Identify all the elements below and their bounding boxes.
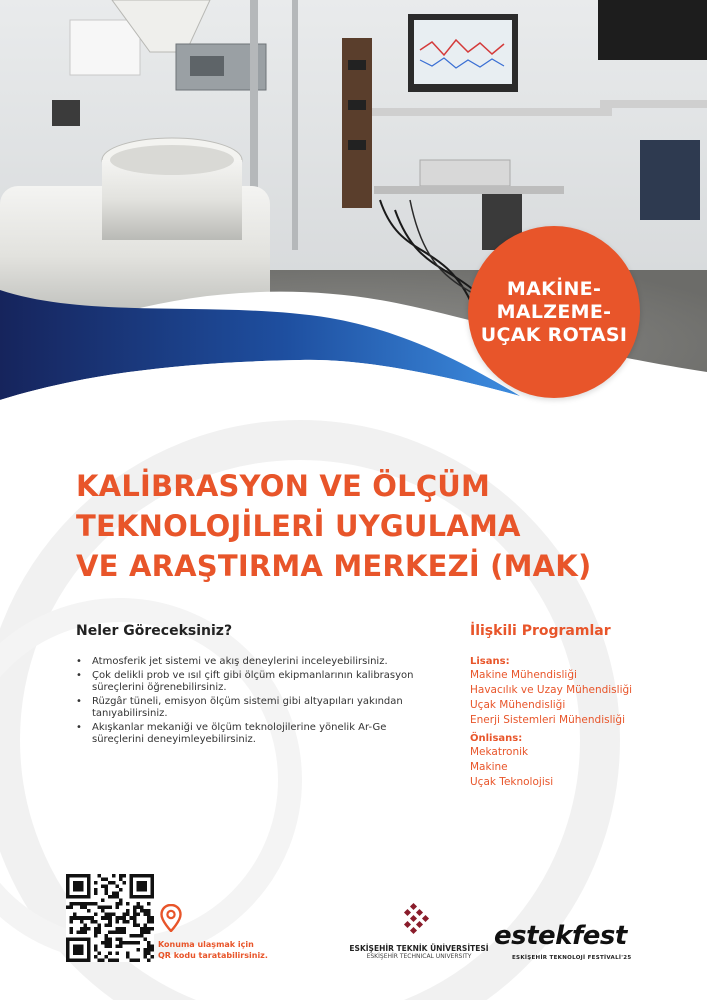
- location-caption: [158, 939, 268, 961]
- programs-list: [470, 655, 690, 790]
- list-item: • Akışkanlar mekaniği ve ölçüm teknolojilerine yönelik Ar-Ge süreçlerini deneyimleyebilirsiniz.: [76, 722, 421, 747]
- festival-logo: estekfest: [494, 921, 627, 951]
- title-line-1: KALİBRASYON VE ÖLÇÜM: [76, 469, 491, 503]
- programs-heading: İlişkili Programlar: [470, 623, 611, 639]
- qr-code[interactable]: [66, 874, 154, 962]
- badge-line-2: MALZEME-: [496, 300, 612, 323]
- university-logo-icon: [395, 902, 439, 938]
- festival-subtitle: ESKİŞEHİR TEKNOLOJİ FESTİVALİ'25: [512, 955, 632, 961]
- badge-line-3: UÇAK ROTASI: [480, 323, 628, 346]
- see-bullet-list: [76, 656, 421, 748]
- list-item: Mekatronik: [470, 746, 529, 758]
- badge-line-1: MAKİNE-: [506, 277, 602, 300]
- list-item: • Rüzgâr tüneli, emisyon ölçüm sistemi gibi altyapıları yakından tanıyabilirsiniz.: [76, 696, 421, 721]
- see-heading: Neler Göreceksiniz?: [76, 623, 233, 639]
- onlisans-label: Önlisans:: [470, 733, 523, 744]
- location-line-2: QR kodu taratabilirsiniz.: [158, 951, 268, 960]
- title-line-3: VE ARAŞTIRMA MERKEZİ (MAK): [76, 549, 592, 583]
- list-item: Havacılık ve Uzay Mühendisliği: [470, 684, 633, 696]
- title-line-2: TEKNOLOJİLERİ UYGULAMA: [76, 509, 521, 543]
- university-name: ESKİŞEHİR TEKNİK ÜNİVERSİTESİ: [349, 944, 489, 953]
- list-item: • Atmosferik jet sistemi ve akış deneylerini inceleyebilirsiniz.: [76, 656, 421, 669]
- lisans-label: Lisans:: [470, 656, 510, 667]
- map-pin-icon: [160, 904, 182, 932]
- location-line-1: Konuma ulaşmak için: [158, 940, 254, 949]
- page-title: [76, 466, 676, 586]
- list-item: Uçak Teknolojisi: [470, 776, 554, 788]
- route-badge: [468, 226, 640, 398]
- list-item: Makine: [470, 761, 508, 773]
- list-item: Enerji Sistemleri Mühendisliği: [470, 714, 625, 726]
- list-item: Uçak Mühendisliği: [470, 699, 566, 711]
- list-item: Makine Mühendisliği: [470, 669, 577, 681]
- list-item: • Çok delikli prob ve ısıl çift gibi ölçüm ekipmanlarının kalibrasyon süreçlerini öğrenebilirsiniz.: [76, 670, 421, 695]
- university-subtitle: ESKİŞEHİR TECHNICAL UNIVERSITY: [366, 953, 472, 960]
